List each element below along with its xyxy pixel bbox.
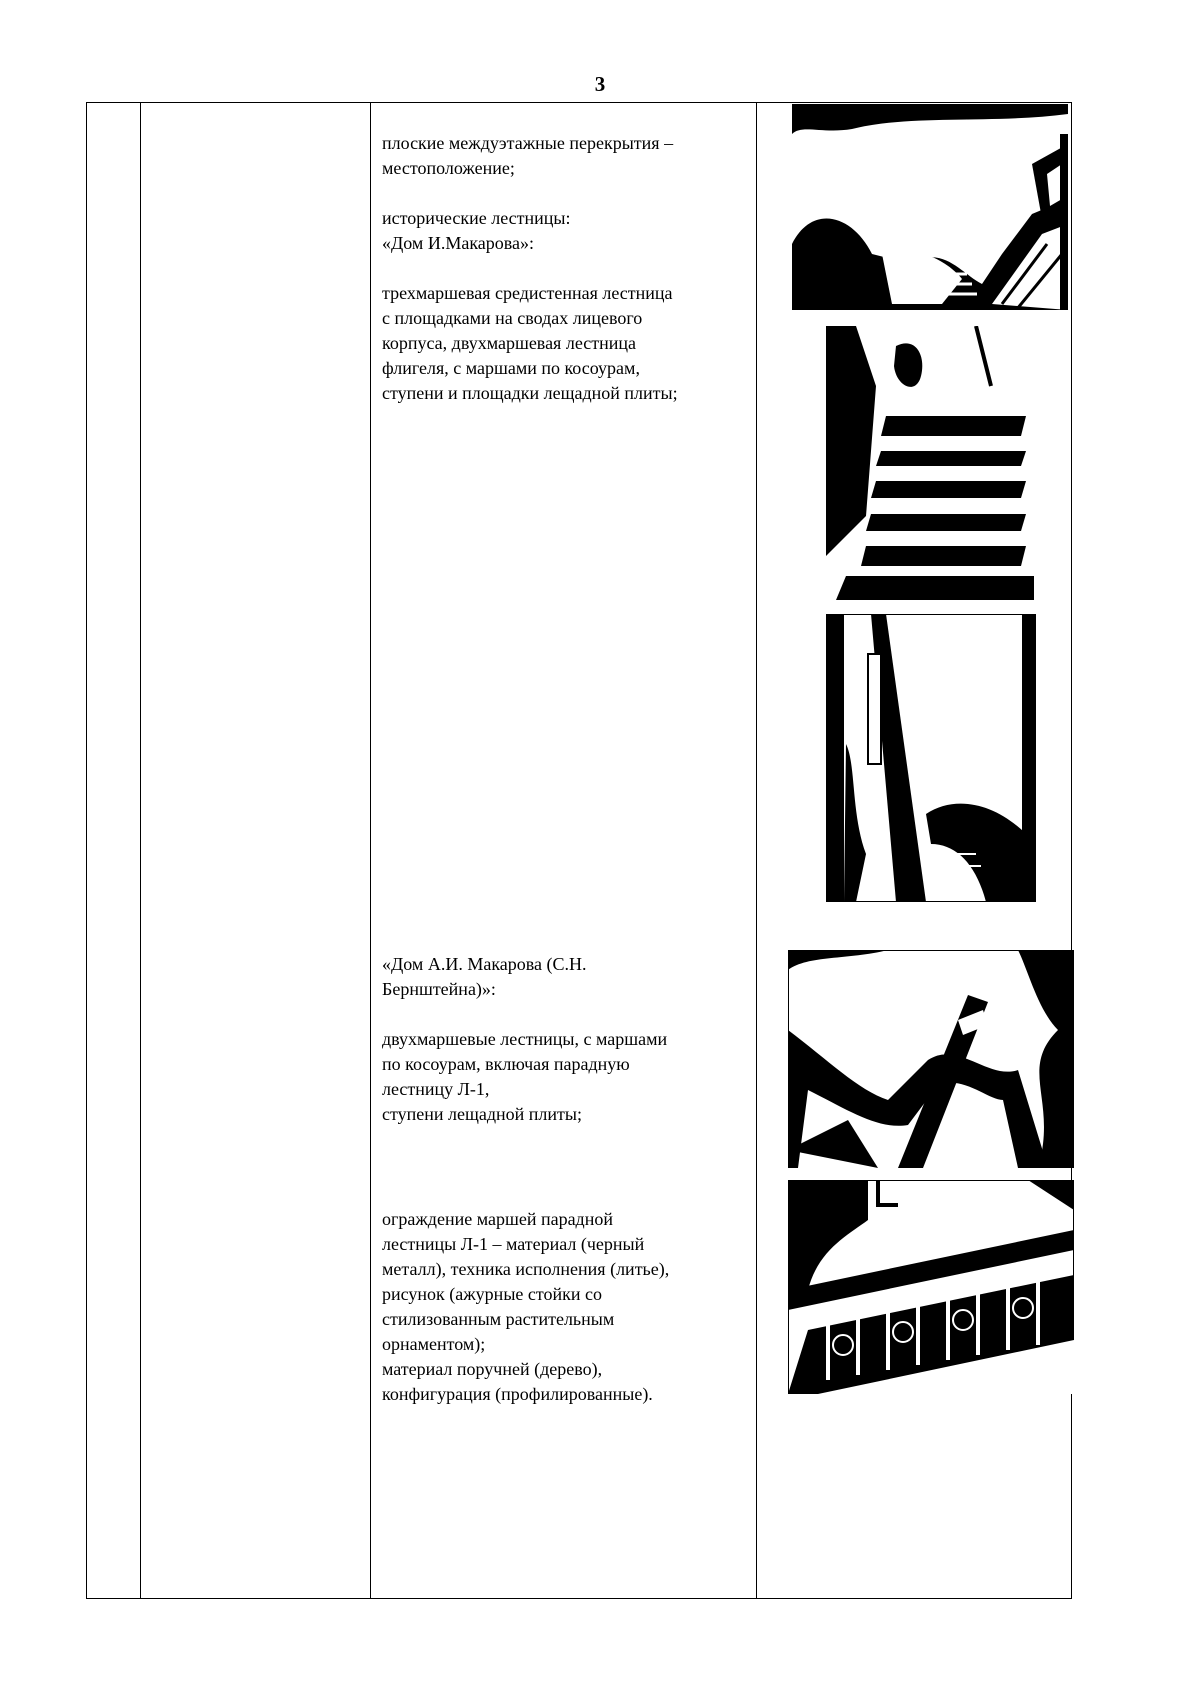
text-block-bernstein <box>382 952 744 1152</box>
paragraph-bernstein-stairs: двухмаршевые лестницы, с маршами по косоурам, включая парадную лестницу Л-1, ступени лещадной плиты; <box>382 1029 668 1124</box>
paragraph-bernstein-heading: «Дом А.И. Макарова (С.Н. Бернштейна)»: <box>382 954 587 999</box>
page-number: 3 <box>594 72 606 96</box>
paragraph-stairs-makarov: трехмаршевая средистенная лестница с площадками на сводах лицевого корпуса, двухмаршевая лестница флигеля, с маршами по косоурам, ступени и площадки лещадной плиты; <box>382 283 678 403</box>
photo-stair-railing <box>826 614 1036 902</box>
photo-vaulted-ceiling <box>792 104 1068 310</box>
column-divider-2 <box>370 102 371 1599</box>
text-block-floors <box>382 131 744 431</box>
paragraph-stairs-heading: исторические лестницы: «Дом И.Макарова»: <box>382 208 571 253</box>
paragraph-railing: ограждение маршей парадной лестницы Л-1 – материал (черный металл), техника исполнения (литье), рисунок (ажурные стойки со стилизованным растительным орнаментом); материал поручней (дерево), конфигурация (профилированные). <box>382 1209 670 1404</box>
column-divider-1 <box>140 102 141 1599</box>
text-block-railing <box>382 1207 744 1432</box>
photo-cast-iron-railing <box>788 1180 1074 1394</box>
paragraph-floors: плоские междуэтажные перекрытия – местоположение; <box>382 133 674 178</box>
column-divider-3 <box>756 102 757 1599</box>
photo-parade-staircase <box>788 950 1074 1168</box>
photo-stair-flight <box>826 326 1034 600</box>
